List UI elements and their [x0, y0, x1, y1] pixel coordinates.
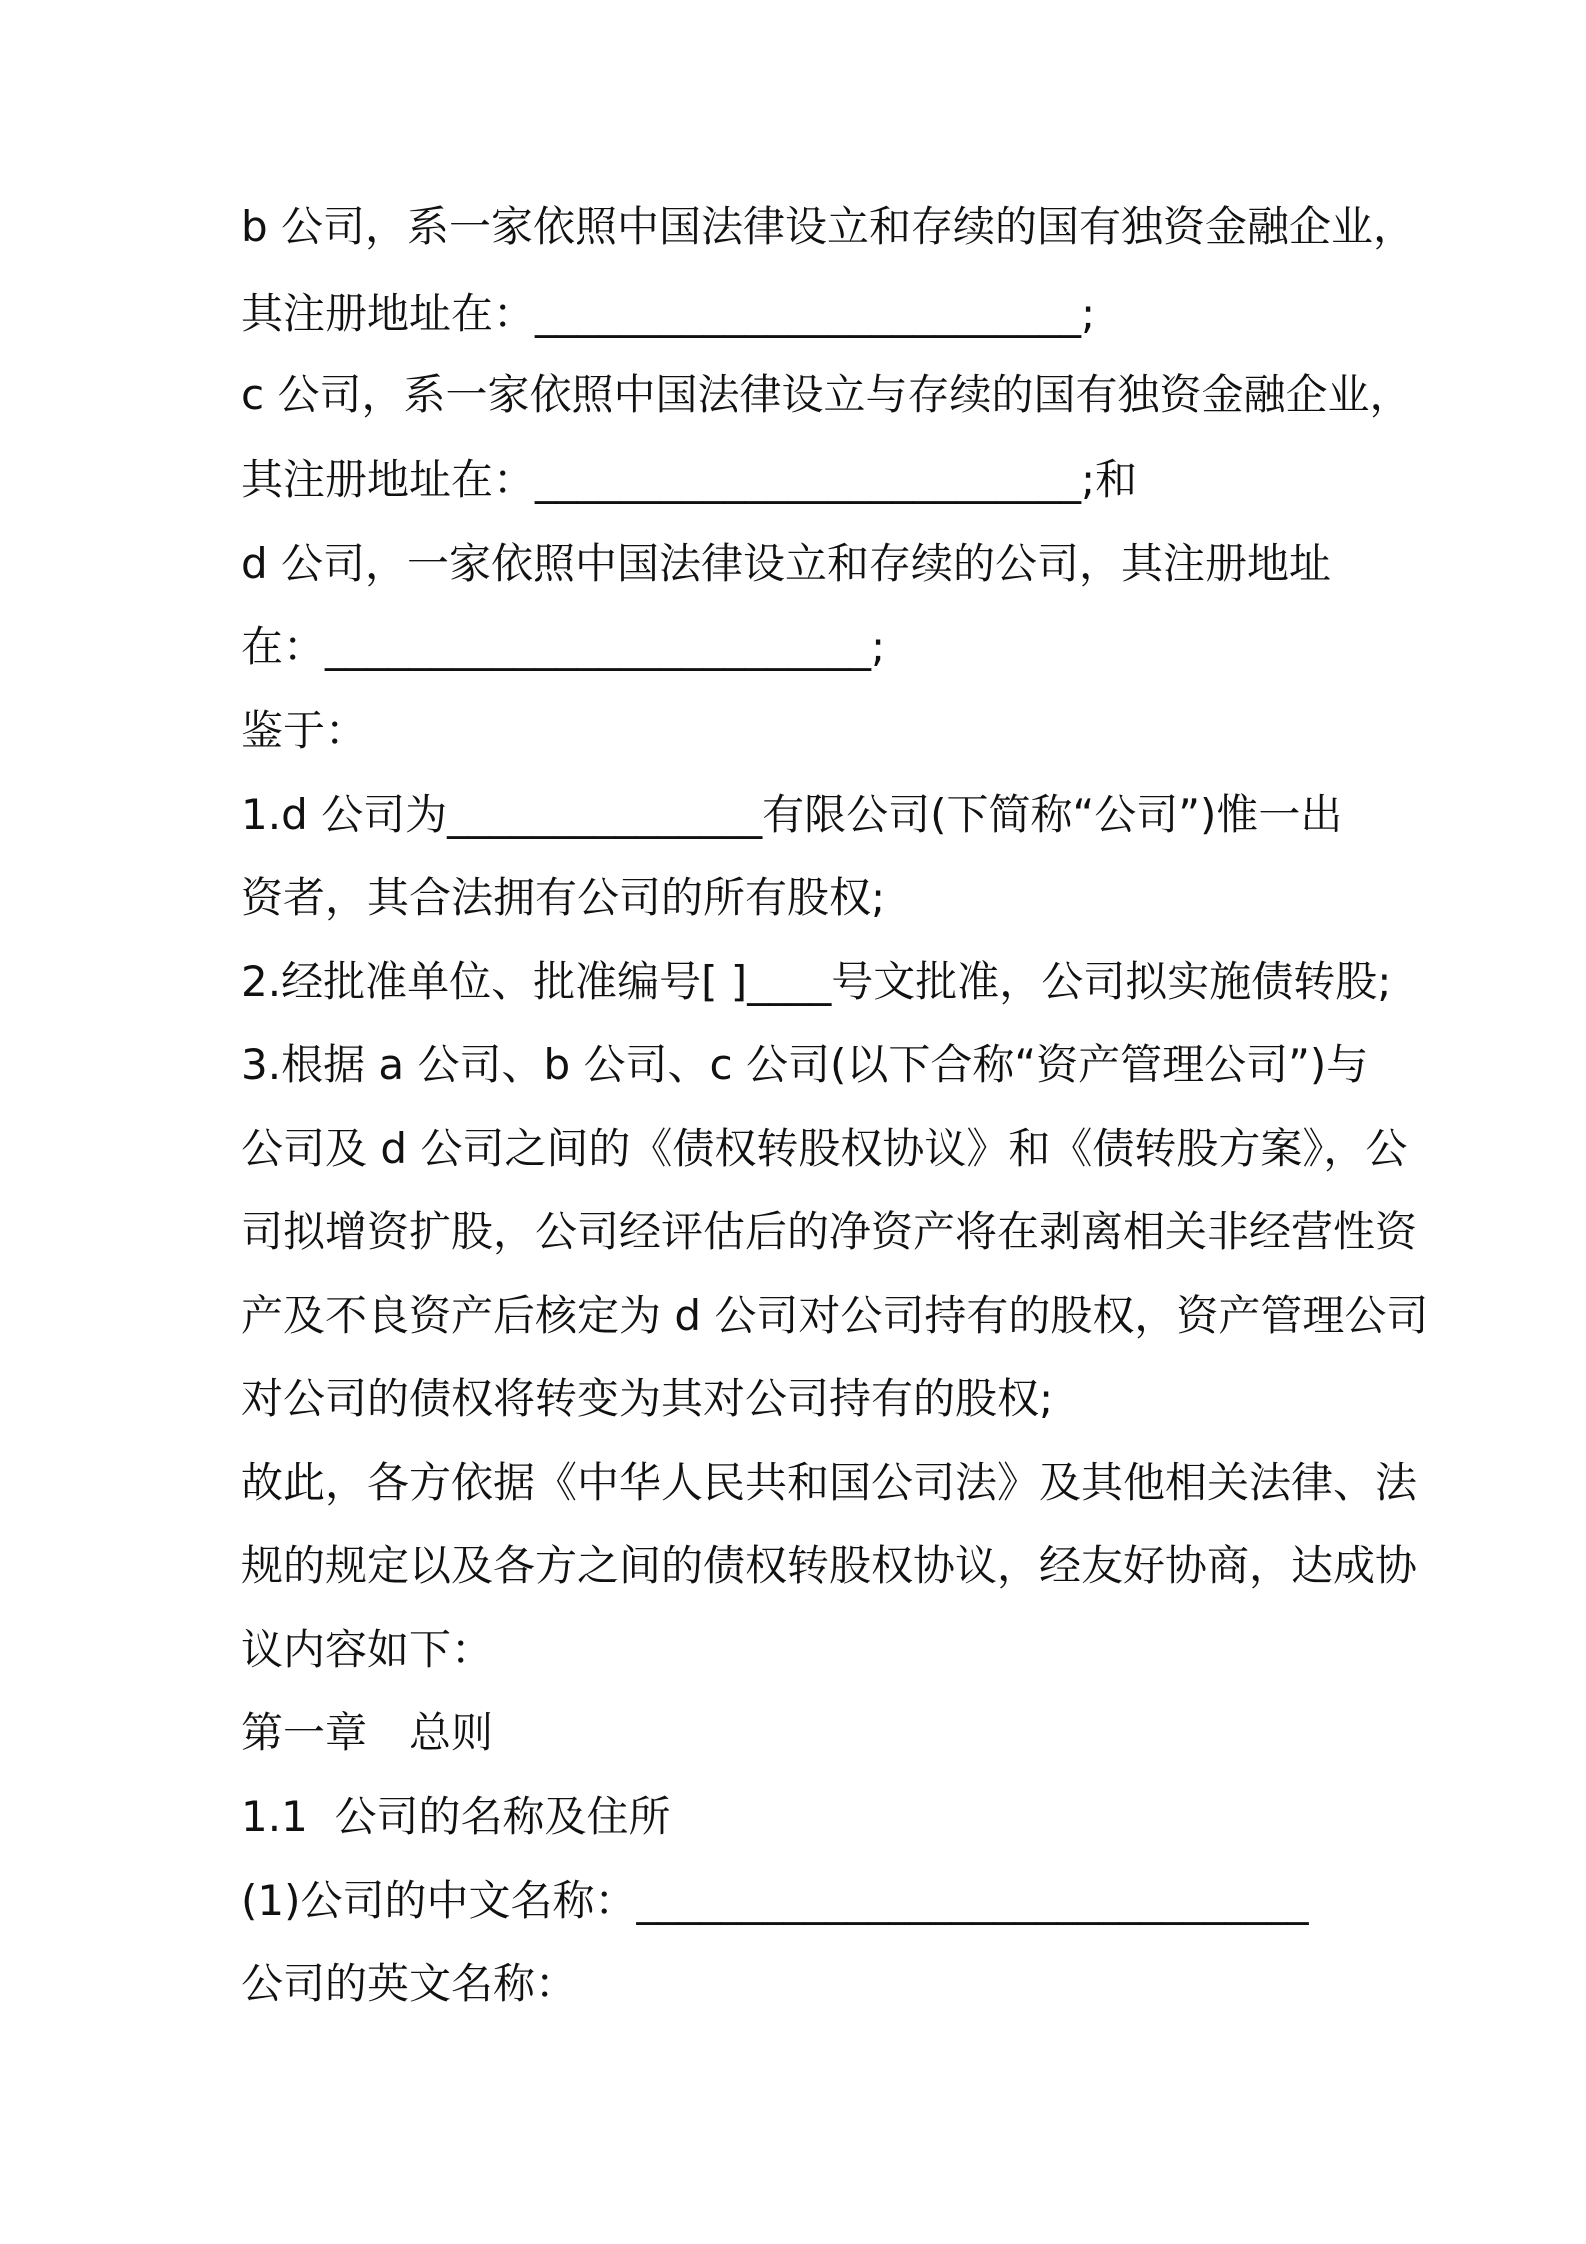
paragraph-line: 其注册地址在：__________________________;	[241, 289, 1096, 338]
paragraph-line: 公司及 d 公司之间的《债权转股权协议》和《债转股方案》，公	[241, 1124, 1408, 1173]
paragraph-line: d 公司，一家依照中国法律设立和存续的公司，其注册地址	[241, 539, 1332, 588]
section-heading: 鉴于：	[241, 706, 368, 755]
paragraph-line: 在：__________________________;	[241, 622, 886, 671]
paragraph-line: 其注册地址在：__________________________;和	[241, 455, 1138, 504]
paragraph-line: 1.d 公司为_______________有限公司(下简称“公司”)惟一出	[241, 790, 1343, 839]
paragraph-line: 2.经批准单位、批准编号[ ]____号文批准，公司拟实施债转股;	[241, 957, 1392, 1006]
paragraph-line: (1)公司的中文名称：________________________________	[241, 1876, 1309, 1925]
paragraph-line: 故此，各方依据《中华人民共和国公司法》及其他相关法律、法	[241, 1458, 1418, 1507]
paragraph-line: 产及不良资产后核定为 d 公司对公司持有的股权，资产管理公司	[241, 1291, 1429, 1340]
paragraph-line: 规的规定以及各方之间的债权转股权协议，经友好协商，达成协	[241, 1541, 1418, 1590]
paragraph-line: 3.根据 a 公司、b 公司、c 公司(以下合称“资产管理公司”)与	[241, 1040, 1369, 1089]
paragraph-line: 司拟增资扩股，公司经评估后的净资产将在剥离相关非经营性资	[241, 1207, 1418, 1256]
paragraph-line: 公司的英文名称：	[241, 1959, 578, 2008]
paragraph-line: 议内容如下：	[241, 1625, 494, 1674]
paragraph-line: b 公司，系一家依照中国法律设立和存续的国有独资金融企业，	[241, 202, 1416, 251]
chapter-heading: 第一章 总则	[241, 1708, 494, 1757]
section-heading: 1.1 公司的名称及住所	[241, 1792, 671, 1841]
paragraph-line: c 公司，系一家依照中国法律设立与存续的国有独资金融企业，	[241, 370, 1412, 419]
paragraph-line: 对公司的债权将转变为其对公司持有的股权;	[241, 1374, 1054, 1423]
paragraph-line: 资者，其合法拥有公司的所有股权;	[241, 873, 886, 922]
